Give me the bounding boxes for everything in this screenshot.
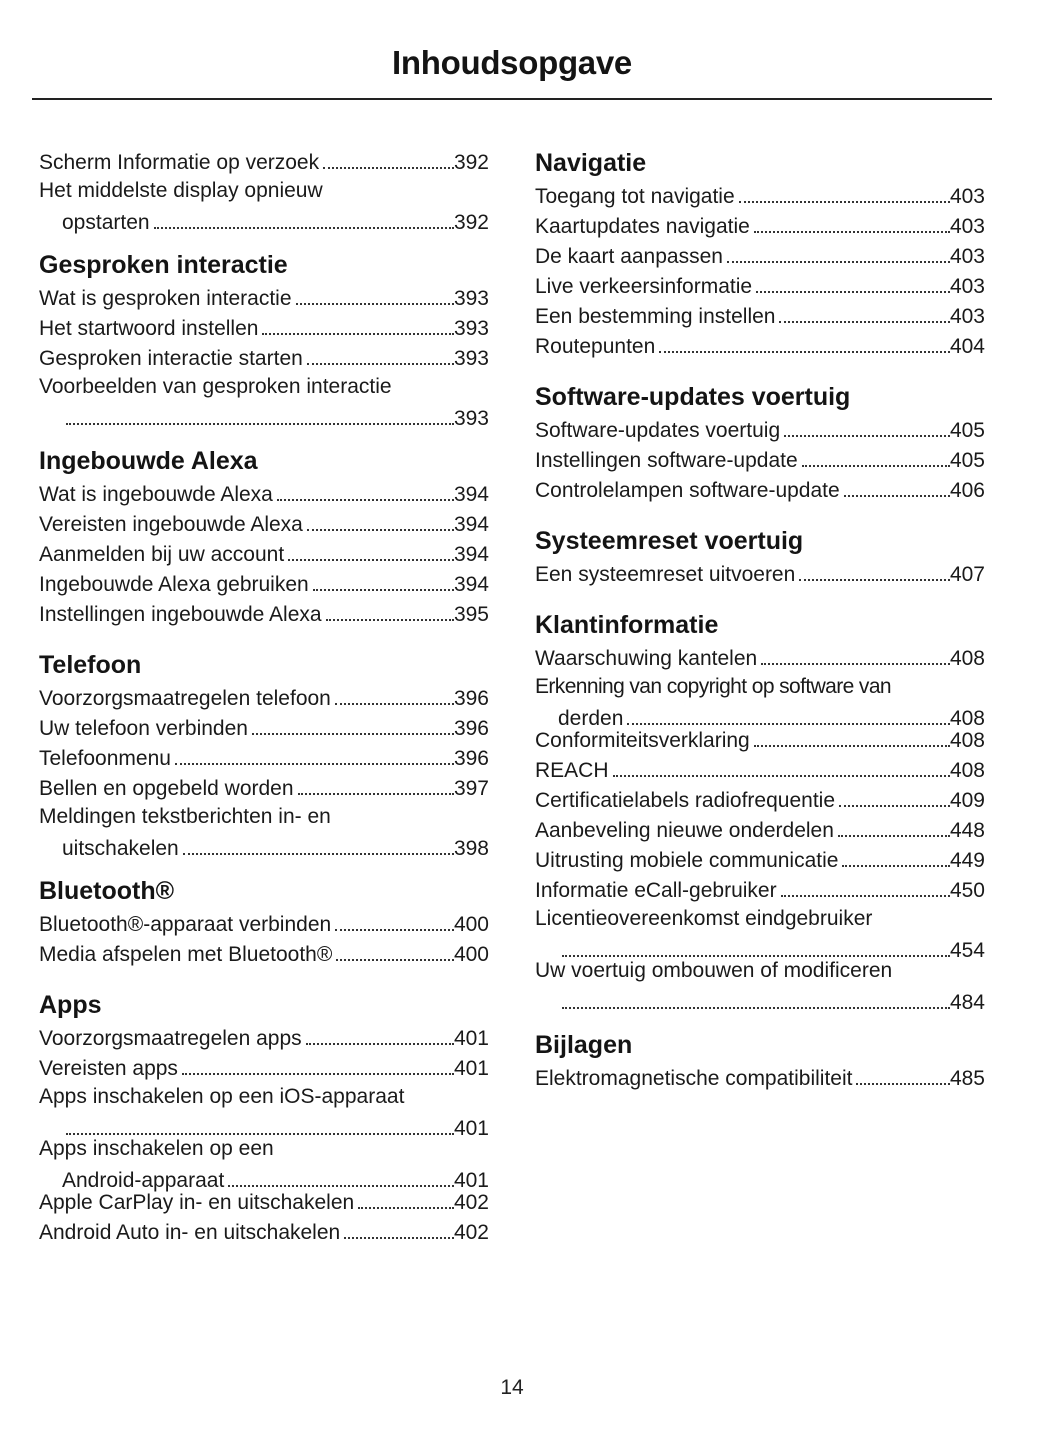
dot-leader	[262, 312, 454, 335]
toc-entry[interactable]	[535, 414, 985, 444]
toc-entry-label: Software-updates voertuig	[535, 419, 781, 442]
page-number: 14	[500, 1376, 524, 1399]
toc-entry[interactable]	[39, 478, 489, 508]
toc-entry-page: 409	[949, 789, 985, 812]
toc-entry-label: REACH	[535, 759, 609, 782]
toc-entry[interactable]	[39, 1186, 489, 1216]
toc-entry-label: Informatie eCall-gebruiker	[535, 879, 777, 902]
toc-entry-label: Het middelste display opnieuw	[39, 179, 323, 202]
toc-entry-page: 398	[453, 837, 489, 860]
toc-entry-label: Aanbeveling nieuwe onderdelen	[535, 819, 834, 842]
toc-entry[interactable]	[535, 270, 985, 300]
toc-entry-page: 396	[453, 717, 489, 740]
toc-entry[interactable]	[39, 1052, 489, 1082]
dot-leader	[306, 1022, 454, 1045]
toc-entry-label: De kaart aanpassen	[535, 245, 723, 268]
toc-entry-page: 392	[453, 151, 489, 174]
dot-leader	[313, 568, 454, 591]
section-heading: Telefoon	[39, 651, 142, 679]
section-heading: Systeemreset voertuig	[535, 527, 804, 555]
toc-entry-label: Vereisten apps	[39, 1057, 178, 1080]
toc-entry-page: 404	[949, 335, 985, 358]
section-heading: Navigatie	[535, 149, 647, 177]
toc-entry-page: 448	[949, 819, 985, 842]
dot-leader	[842, 844, 949, 867]
toc-entry-page: 403	[949, 305, 985, 328]
toc-entry-label: Voorbeelden van gesproken interactie	[39, 375, 392, 398]
toc-entry-label: Meldingen tekstberichten in- en	[39, 805, 331, 828]
toc-entry[interactable]	[39, 682, 489, 712]
toc-entry[interactable]	[39, 176, 489, 234]
toc-entry[interactable]	[535, 904, 985, 962]
dot-leader	[335, 682, 454, 705]
toc-entry[interactable]	[535, 956, 985, 1014]
section-heading: Ingebouwde Alexa	[39, 447, 258, 475]
dot-leader	[784, 414, 950, 437]
dot-leader	[66, 402, 454, 425]
toc-entry-page: 396	[453, 687, 489, 710]
dot-leader	[838, 814, 950, 837]
dot-leader	[66, 1112, 454, 1135]
toc-entry[interactable]	[535, 240, 985, 270]
toc-entry-label: Instellingen software-update	[535, 449, 798, 472]
toc-entry-page: 408	[949, 759, 985, 782]
toc-entry-label: Elektromagnetische compatibiliteit	[535, 1067, 853, 1090]
toc-entry-label: Bellen en opgebeld worden	[39, 777, 294, 800]
toc-entry-page: 485	[949, 1067, 985, 1090]
dot-leader	[252, 712, 454, 735]
toc-entry-page: 408	[949, 729, 985, 752]
dot-leader	[344, 1216, 454, 1239]
toc-entry[interactable]	[39, 908, 489, 938]
toc-entry-page: 397	[453, 777, 489, 800]
toc-entry[interactable]	[39, 1082, 489, 1140]
toc-entry[interactable]	[39, 772, 489, 802]
dot-leader	[779, 300, 949, 323]
toc-right-column	[535, 146, 985, 1092]
toc-entry-page: 449	[949, 849, 985, 872]
dot-leader	[336, 938, 454, 961]
toc-entry-label: Voorzorgsmaatregelen apps	[39, 1027, 302, 1050]
toc-entry-label: Erkenning van copyright op software van	[535, 675, 891, 698]
toc-entry-page: 403	[949, 185, 985, 208]
toc-entry[interactable]	[39, 282, 489, 312]
toc-entry[interactable]	[535, 300, 985, 330]
toc-entry-page: 400	[453, 943, 489, 966]
toc-entry-page: 401	[453, 1027, 489, 1050]
dot-leader	[844, 474, 950, 497]
page-title: Inhoudsopgave	[392, 44, 632, 81]
section-heading: Bijlagen	[535, 1031, 633, 1059]
dot-leader	[802, 444, 950, 467]
toc-entry-label-continued: Android-apparaat	[62, 1169, 225, 1192]
dot-leader	[781, 874, 950, 897]
toc-entry[interactable]	[535, 754, 985, 784]
dot-leader	[627, 702, 950, 725]
toc-entry-page: 403	[949, 275, 985, 298]
toc-entry-page: 402	[453, 1221, 489, 1244]
dot-leader	[727, 240, 950, 263]
toc-entry-label: Telefoonmenu	[39, 747, 171, 770]
toc-entry-page: 405	[949, 449, 985, 472]
toc-entry-page: 403	[949, 245, 985, 268]
toc-entry[interactable]	[39, 312, 489, 342]
toc-entry-page: 408	[949, 647, 985, 670]
dot-leader	[613, 754, 950, 777]
toc-entry-page: 395	[453, 603, 489, 626]
dot-leader	[277, 478, 454, 501]
dot-leader	[562, 986, 950, 1009]
section-heading: Apps	[39, 991, 102, 1019]
toc-entry-page: 407	[949, 563, 985, 586]
toc-entry-page: 402	[453, 1191, 489, 1214]
toc-entry-label: Een bestemming instellen	[535, 305, 776, 328]
dot-leader	[323, 146, 454, 169]
toc-entry-page: 393	[453, 287, 489, 310]
dot-leader	[754, 210, 950, 233]
toc-entry-label: Ingebouwde Alexa gebruiken	[39, 573, 309, 596]
toc-entry-label: Kaartupdates navigatie	[535, 215, 750, 238]
toc-entry-label: Scherm Informatie op verzoek	[39, 151, 320, 174]
toc-entry-label: Licentieovereenkomst eindgebruiker	[535, 907, 873, 930]
dot-leader	[175, 742, 454, 765]
toc-entry-label: Waarschuwing kantelen	[535, 647, 758, 670]
toc-entry[interactable]	[535, 180, 985, 210]
toc-entry[interactable]	[39, 568, 489, 598]
toc-entry-page: 406	[949, 479, 985, 502]
toc-entry-label: Uw telefoon verbinden	[39, 717, 248, 740]
toc-entry-page: 401	[453, 1169, 489, 1192]
toc-entry[interactable]	[39, 1134, 489, 1192]
dot-leader	[183, 832, 454, 855]
toc-entry-label: Media afspelen met Bluetooth®	[39, 943, 333, 966]
toc-entry[interactable]	[535, 210, 985, 240]
toc-entry[interactable]	[39, 538, 489, 568]
toc-entry-page: 394	[453, 483, 489, 506]
toc-entry-label: Uitrusting mobiele communicatie	[535, 849, 839, 872]
toc-entry-label: Bluetooth®-apparaat verbinden	[39, 913, 332, 936]
toc-entry-label-continued: derden	[558, 707, 624, 730]
toc-entry-page: 454	[949, 939, 985, 962]
toc-entry[interactable]	[39, 1216, 489, 1246]
dot-leader	[298, 772, 454, 795]
dot-leader	[307, 508, 454, 531]
toc-entry[interactable]	[39, 802, 489, 860]
toc-entry-page: 394	[453, 543, 489, 566]
dot-leader	[659, 330, 950, 353]
toc-entry[interactable]	[39, 146, 489, 176]
toc-entry-page: 401	[453, 1117, 489, 1140]
toc-entry-label: Live verkeersinformatie	[535, 275, 753, 298]
toc-entry-label: Vereisten ingebouwde Alexa	[39, 513, 303, 536]
toc-entry-label: Apps inschakelen op een	[39, 1137, 274, 1160]
dot-leader	[228, 1164, 454, 1187]
toc-entry-label: Aanmelden bij uw account	[39, 543, 285, 566]
toc-entry[interactable]	[535, 330, 985, 360]
toc-entry[interactable]	[535, 874, 985, 904]
dot-leader	[799, 558, 950, 581]
toc-entry-page: 408	[949, 707, 985, 730]
toc-entry[interactable]	[39, 742, 489, 772]
toc-entry-label: Routepunten	[535, 335, 656, 358]
toc-entry-label: Certificatielabels radiofrequentie	[535, 789, 835, 812]
toc-entry-page: 484	[949, 991, 985, 1014]
toc-entry-page: 394	[453, 513, 489, 536]
toc-entry[interactable]	[535, 672, 985, 730]
toc-entry[interactable]	[535, 474, 985, 504]
toc-entry-page: 396	[453, 747, 489, 770]
section-heading: Bluetooth®	[39, 877, 175, 905]
toc-entry[interactable]	[535, 444, 985, 474]
toc-entry-label: Voorzorgsmaatregelen telefoon	[39, 687, 331, 710]
dot-leader	[562, 934, 950, 957]
toc-entry-page: 393	[453, 407, 489, 430]
toc-entry[interactable]	[39, 938, 489, 968]
toc-entry-label: Conformiteitsverklaring	[535, 729, 750, 752]
dot-leader	[154, 206, 454, 229]
toc-entry-page: 405	[949, 419, 985, 442]
toc-entry-page: 400	[453, 913, 489, 936]
toc-entry[interactable]	[39, 598, 489, 628]
toc-left-column	[39, 146, 489, 1246]
dot-leader	[288, 538, 454, 561]
dot-leader	[839, 784, 950, 807]
toc-entry-label: Apple CarPlay in- en uitschakelen	[39, 1191, 355, 1214]
toc-entry-label: Instellingen ingebouwde Alexa	[39, 603, 322, 626]
toc-entry[interactable]	[39, 342, 489, 372]
toc-entry-label: Toegang tot navigatie	[535, 185, 735, 208]
dot-leader	[358, 1186, 454, 1209]
toc-entry[interactable]	[535, 642, 985, 672]
toc-entry-page: 393	[453, 347, 489, 370]
toc-entry-label-continued: uitschakelen	[62, 837, 179, 860]
dot-leader	[326, 598, 454, 621]
toc-entry-label: Gesproken interactie starten	[39, 347, 303, 370]
toc-entry-label: Wat is gesproken interactie	[39, 287, 292, 310]
toc-entry-label-continued: opstarten	[62, 211, 150, 234]
toc-entry[interactable]	[535, 784, 985, 814]
toc-entry-page: 393	[453, 317, 489, 340]
dot-leader	[754, 724, 950, 747]
section-heading: Klantinformatie	[535, 611, 719, 639]
toc-entry[interactable]	[39, 508, 489, 538]
toc-entry[interactable]	[535, 724, 985, 754]
toc-entry-page: 450	[949, 879, 985, 902]
dot-leader	[296, 282, 454, 305]
toc-entry-page: 403	[949, 215, 985, 238]
toc-entry[interactable]	[535, 558, 985, 588]
toc-entry-label: Controlelampen software-update	[535, 479, 840, 502]
toc-entry-label: Wat is ingebouwde Alexa	[39, 483, 273, 506]
toc-entry[interactable]	[535, 1062, 985, 1092]
dot-leader	[856, 1062, 949, 1085]
toc-entry-page: 392	[453, 211, 489, 234]
toc-entry[interactable]	[535, 844, 985, 874]
dot-leader	[182, 1052, 454, 1075]
toc-entry-label: Apps inschakelen op een iOS-apparaat	[39, 1085, 405, 1108]
section-heading: Software-updates voertuig	[535, 383, 851, 411]
dot-leader	[761, 642, 950, 665]
title-divider	[32, 98, 992, 100]
toc-entry-label: Android Auto in- en uitschakelen	[39, 1221, 341, 1244]
dot-leader	[307, 342, 454, 365]
toc-entry-page: 394	[453, 573, 489, 596]
toc-entry[interactable]	[39, 372, 489, 430]
toc-entry[interactable]	[39, 712, 489, 742]
dot-leader	[739, 180, 950, 203]
toc-entry-label: Een systeemreset uitvoeren	[535, 563, 796, 586]
toc-entry-label: Uw voertuig ombouwen of modificeren	[535, 959, 893, 982]
toc-entry[interactable]	[535, 814, 985, 844]
dot-leader	[756, 270, 950, 293]
toc-entry-page: 401	[453, 1057, 489, 1080]
toc-entry-label: Het startwoord instellen	[39, 317, 259, 340]
toc-entry[interactable]	[39, 1022, 489, 1052]
section-heading: Gesproken interactie	[39, 251, 288, 279]
dot-leader	[335, 908, 454, 931]
